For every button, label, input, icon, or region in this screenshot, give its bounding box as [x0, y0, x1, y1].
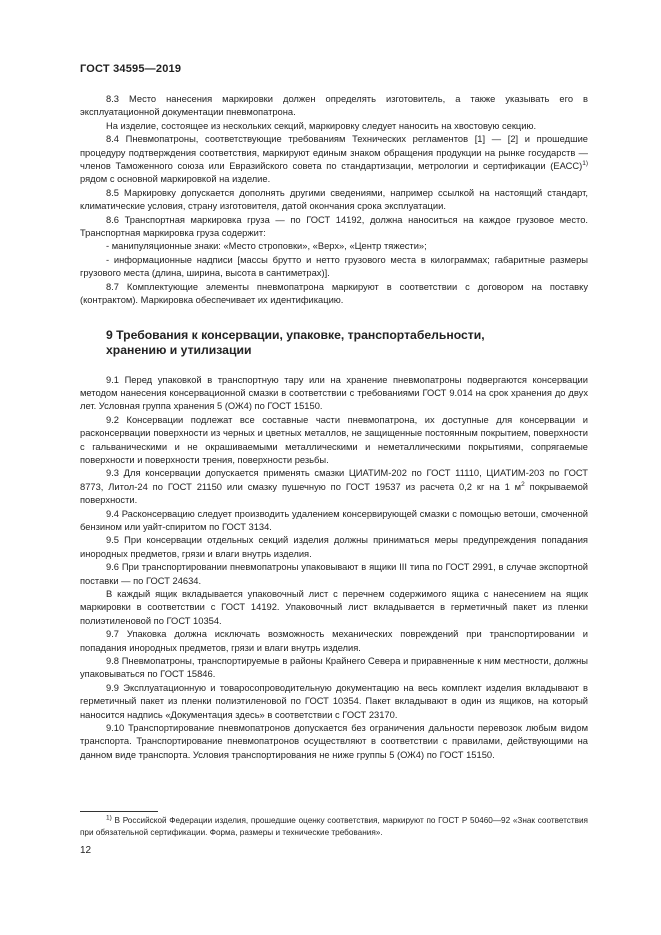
paragraph-9-6-b: В каждый ящик вкладывается упаковочный лист с перечнем содержимого ящика с нанесением на ящик маркировки в соответствии с ГОСТ 14192. Упаковочный лист вкладывается в герметичный пакет из пленки полиэтиленовой по ГОСТ 10354. — [80, 589, 588, 626]
page-number: 12 — [80, 845, 92, 856]
paragraph-9-8: 9.8 Пневмопатроны, транспортируемые в районы Крайнего Севера и приравненные к ним местности, должны упаковываться по ГОСТ 15846. — [80, 656, 588, 680]
section-9-title-line-2: хранению и утилизации — [106, 342, 252, 357]
paragraph-9-3-tail: покрываемой поверхности. — [80, 481, 588, 506]
paragraph-8-4-text: 8.4 Пневмопатроны, соответствующие требованиям Технических регламентов [1] — [2] и прошедшие процедуру подтверждения соответствия, маркируют единым знаком обращения продукции на рынке государств — членов Таможенного союза или Евразийского совета по стандартизации, метрологии и сертификации (ЕАСС) — [80, 134, 588, 172]
footnote-reference: 1) — [582, 159, 588, 167]
paragraph-8-4 — [80, 133, 588, 187]
list-item-handling-marks: - манипуляционные знаки: «Место строповки», «Верх», «Центр тяжести»; — [106, 241, 427, 252]
standard-header: ГОСТ 34595—2019 — [80, 63, 182, 75]
paragraph-9-10: 9.10 Транспортирование пневмопатронов допускается без ограничения дальности перевозок любым видом транспорта. Транспортирование пневмопатронов осуществляют в соответствии с правилами, действующими на данном виде транспорта. Условия транспортирования не ниже группы 5 (ОЖ4) по ГОСТ 15150. — [80, 723, 588, 760]
footnote — [80, 815, 588, 838]
footnote-divider — [80, 811, 158, 812]
paragraph-9-3 — [80, 467, 588, 507]
paragraph-9-2: 9.2 Консервации подлежат все составные части пневмопатрона, их доступные для консервации и расконсервации поверхности из черных и цветных металлов, не защищенные постоянным покрытием, поверхности с гальваническими и не окрашиваемыми металлическими и неметаллическими покрытиями, сопрягаемые поверхности и поверхности трения, поверхности резьбы. — [80, 414, 588, 465]
paragraph-9-7: 9.7 Упаковка должна исключать возможность механических повреждений при транспортировании и попадания инородных предметов, грязи и влаги внутрь изделия. — [80, 629, 588, 653]
document-body — [80, 93, 588, 762]
footnote-mark: 1) — [106, 814, 112, 822]
paragraph-8-5: 8.5 Маркировку допускается дополнять другими сведениями, например ссылкой на настоящий стандарт, климатические условия, страну изготовителя, датой окончания срока эксплуатации. — [80, 187, 588, 212]
paragraph-9-5: 9.5 При консервации отдельных секций изделия должны приниматься меры предупреждения попадания инородных предметов, грязи и влаги внутрь изделия. — [80, 535, 588, 559]
paragraph-9-9: 9.9 Эксплуатационную и товаросопроводительную документацию на весь комплект изделия вкладывают в герметичный пакет из пленки полиэтиленовой по ГОСТ 10354. Пакет вкладывают в один из ящиков, на который наносится надпись «Документация здесь» в соответствии с ГОСТ 23170. — [80, 682, 588, 720]
paragraph-9-4: 9.4 Расконсервацию следует производить удалением консервирующей смазки с помощью ветоши, смоченной бензином или уайт-спиритом по ГОСТ 3134. — [80, 508, 588, 532]
footnote-body: В Российской Федерации изделия, прошедшие оценку соответствия, маркируют по ГОСТ Р 50460—92 «Знак соответствия при обязательной сертификации. Форма, размеры и технические требования». — [80, 816, 588, 837]
paragraph-9-1: 9.1 Перед упаковкой в транспортную тару или на хранение пневмопатроны подвергаются консервации методом нанесения консервационной смазки в соответствии с требованиями ГОСТ 9.014 на срок хранения до двух лет. Условная группа хранения 5 (ОЖ4) по ГОСТ 15150. — [80, 374, 588, 412]
superscript-2: 2 — [521, 480, 525, 488]
paragraph-8-7: 8.7 Комплектующие элементы пневмопатрона маркируют в соответствии с договором на поставку (контрактом). Маркировка обеспечивает их идентификацию. — [80, 281, 588, 306]
list-item-info-labels: - информационные надписи [массы брутто и нетто грузового места в килограммах; габаритные размеры грузового места (длина, ширина, высота в сантиметрах)]. — [80, 254, 588, 279]
section-9-title-line-1: 9 Требования к консервации, упаковке, транспортабельности, — [106, 327, 485, 342]
paragraph-8-6: 8.6 Транспортная маркировка груза — по ГОСТ 14192, должна наноситься на каждое грузовое место. Транспортная маркировка груза содержит: — [80, 214, 588, 239]
paragraph-8-3: 8.3 Место нанесения маркировки должен определять изготовитель, а также указывать его в эксплуатационной документации пневмопатрона. — [80, 94, 588, 118]
section-9-title — [106, 328, 588, 358]
paragraph-9-3-text: 9.3 Для консервации допускается применять смазки ЦИАТИМ-202 по ГОСТ 11110, ЦИАТИМ-203 по ГОСТ 8773, Литол-24 по ГОСТ 21150 или смазку пушечную по ГОСТ 19537 из расчета 0,2 кг на 1 м — [80, 468, 588, 492]
paragraph-9-6: 9.6 При транспортировании пневмопатроны упаковывают в ящики III типа по ГОСТ 2991, в случае экспортной поставки — по ГОСТ 24634. — [80, 562, 588, 586]
footnote-text — [80, 815, 588, 838]
paragraph-8-3-b: На изделие, состоящее из нескольких секций, маркировку следует наносить на хвостовую секцию. — [106, 120, 537, 131]
paragraph-8-4-tail: рядом с основной маркировкой на изделие. — [80, 174, 271, 185]
